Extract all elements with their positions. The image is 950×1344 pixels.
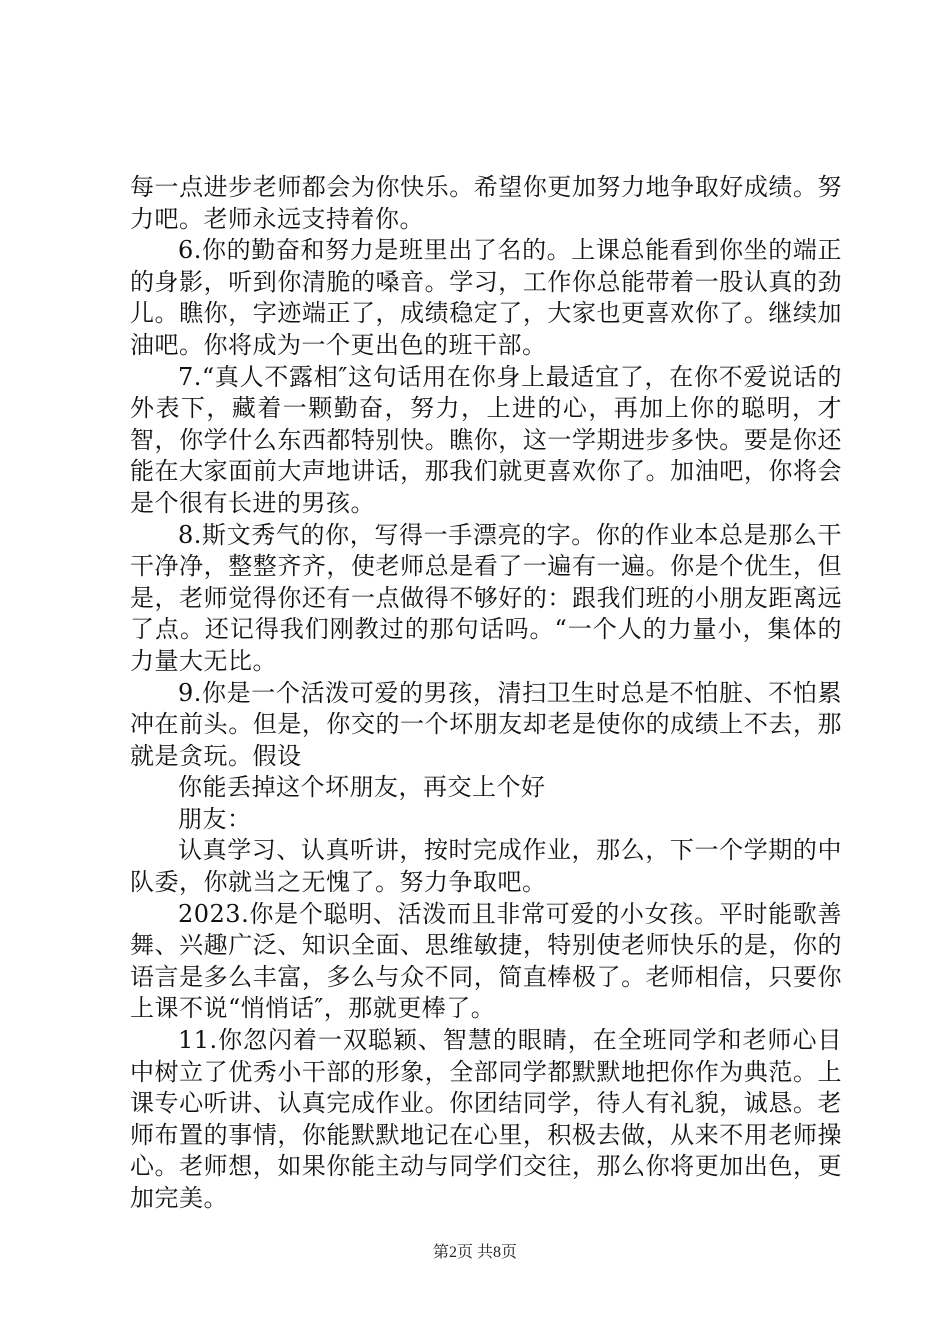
- paragraph-8: 认真学习、认真听讲，按时完成作业，那么，下一个学期的中队委，你就当之无愧了。努力争取吧。: [130, 836, 842, 897]
- paragraph-1: 每一点进步老师都会为你快乐。希望你更加努力地争取好成绩。努力吧。老师永远支持着你。: [130, 173, 842, 233]
- document-body: [130, 172, 842, 1215]
- paragraph-6: 你能丢掉这个坏朋友，再交上个好: [178, 773, 546, 802]
- paragraph-2: 6.你的勤奋和努力是班里出了名的。上课总能看到你坐的端正的身影，听到你清脆的嗓音。学习，工作你总能带着一股认真的劲儿。瞧你，字迹端正了，成绩稳定了，大家也更喜欢你了。继续加油吧。你将成为一个更出色的班干部。: [130, 236, 842, 359]
- page-footer: 第2页 共8页: [432, 1244, 517, 1261]
- paragraph-4: 8.斯文秀气的你，写得一手漂亮的字。你的作业本总是那么干干净净，整整齐齐，使老师总是看了一遍有一遍。你是个优生，但是，老师觉得你还有一点做得不够好的：跟我们班的小朋友距离远了点。还记得我们刚教过的那句话吗。“一个人的力量小，集体的力量大无比。: [130, 520, 842, 675]
- paragraph-3: 7.“真人不露相″这句话用在你身上最适宜了，在你不爱说话的外表下，藏着一颗勤奋，努力，上进的心，再加上你的聪明，才智，你学什么东西都特别快。瞧你，这一学期进步多快。要是你还能在大家面前大声地讲话，那我们就更喜欢你了。加油吧，你将会是个很有长进的男孩。: [130, 362, 842, 517]
- paragraph-10: 11.你忽闪着一双聪颖、智慧的眼睛，在全班同学和老师心目中树立了优秀小干部的形象，全部同学都默默地把你作为典范。上课专心听讲、认真完成作业。你团结同学，待人有礼貌，诚恳。老师布置的事情，你能默默地记在心里，积极去做，从来不用老师操心。老师想，如果你能主动与同学们交往，那么你将更加出色，更加完美。: [130, 1026, 842, 1212]
- paragraph-7: 朋友：: [178, 804, 252, 833]
- paragraph-5: 9.你是一个活泼可爱的男孩，清扫卫生时总是不怕脏、不怕累冲在前头。但是，你交的一个坏朋友却老是使你的成绩上不去，那就是贪玩。假设: [130, 678, 842, 770]
- paragraph-9: 2023.你是个聪明、活泼而且非常可爱的小女孩。平时能歌善舞、兴趣广泛、知识全面、思维敏捷，特别使老师快乐的是，你的语言是多么丰富，多么与众不同，简直棒极了。老师相信，只要你上课不说“悄悄话″，那就更棒了。: [130, 899, 842, 1023]
